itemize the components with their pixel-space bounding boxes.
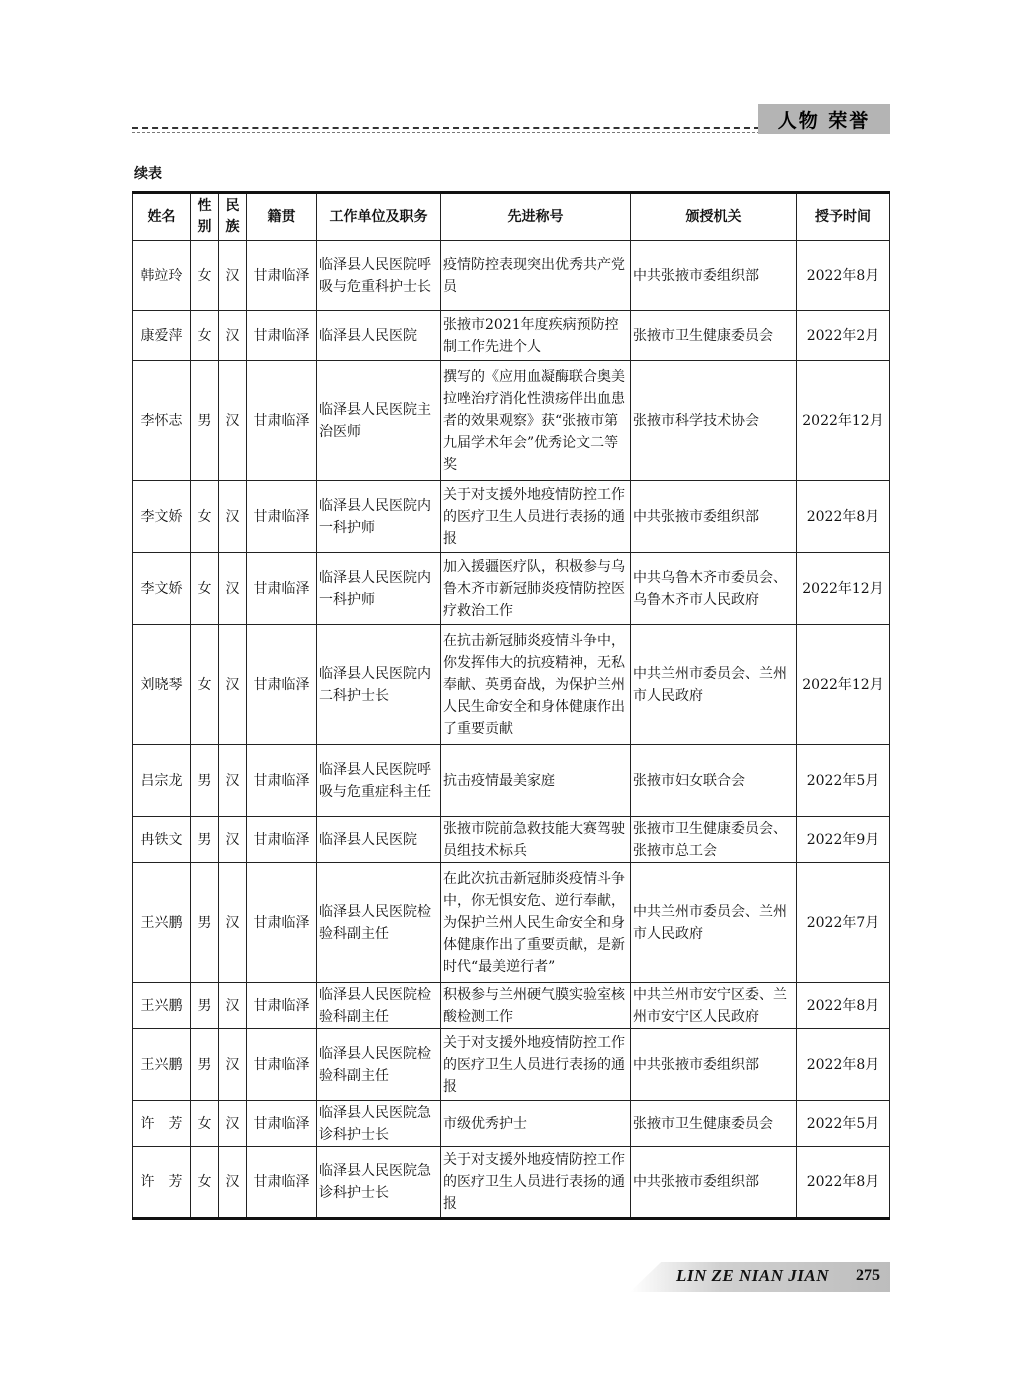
table-row [133, 983, 890, 1029]
cell-name: 李文娇 [133, 553, 191, 625]
cell-date: 2022年2月 [797, 311, 890, 361]
table-row [133, 863, 890, 983]
cell-origin: 甘肃临泽 [247, 745, 317, 817]
cell-title: 张掖市院前急救技能大赛驾驶员组技术标兵 [441, 817, 631, 863]
cell-unit: 临泽县人民医院呼吸与危重症科主任 [317, 745, 441, 817]
cell-gender: 女 [191, 625, 219, 745]
column-header-authority: 颁授机关 [631, 193, 797, 241]
column-header-unit: 工作单位及职务 [317, 193, 441, 241]
cell-authority: 中共张掖市委组织部 [631, 481, 797, 553]
cell-date: 2022年7月 [797, 863, 890, 983]
cell-gender: 女 [191, 1147, 219, 1219]
cell-name: 韩竝玲 [133, 241, 191, 311]
cell-authority: 张掖市卫生健康委员会 [631, 311, 797, 361]
cell-gender: 男 [191, 745, 219, 817]
cell-date: 2022年5月 [797, 745, 890, 817]
table-row [133, 481, 890, 553]
cell-title: 张掖市2021年度疾病预防控制工作先进个人 [441, 311, 631, 361]
cell-name: 王兴鹏 [133, 863, 191, 983]
column-header-date: 授予时间 [797, 193, 890, 241]
cell-unit: 临泽县人民医院内一科护师 [317, 481, 441, 553]
table-header-row [133, 193, 890, 241]
column-header-name: 姓名 [133, 193, 191, 241]
cell-authority: 张掖市卫生健康委员会 [631, 1101, 797, 1147]
cell-ethnicity: 汉 [219, 817, 247, 863]
table-row [133, 361, 890, 481]
cell-authority: 张掖市科学技术协会 [631, 361, 797, 481]
cell-name: 刘晓琴 [133, 625, 191, 745]
cell-authority: 中共张掖市委组织部 [631, 1147, 797, 1219]
cell-ethnicity: 汉 [219, 1029, 247, 1101]
cell-date: 2022年9月 [797, 817, 890, 863]
cell-origin: 甘肃临泽 [247, 817, 317, 863]
table-row [133, 1029, 890, 1101]
cell-origin: 甘肃临泽 [247, 1101, 317, 1147]
cell-gender: 女 [191, 241, 219, 311]
cell-name: 吕宗龙 [133, 745, 191, 817]
cell-ethnicity: 汉 [219, 481, 247, 553]
table-caption: 续表 [134, 166, 162, 182]
cell-gender: 男 [191, 817, 219, 863]
cell-origin: 甘肃临泽 [247, 1147, 317, 1219]
cell-unit: 临泽县人民医院检验科副主任 [317, 1029, 441, 1101]
section-title: 人物 荣誉 [758, 104, 890, 134]
table-row [133, 1101, 890, 1147]
cell-name: 许 芳 [133, 1101, 191, 1147]
cell-date: 2022年12月 [797, 553, 890, 625]
cell-date: 2022年8月 [797, 481, 890, 553]
cell-gender: 男 [191, 1029, 219, 1101]
cell-ethnicity: 汉 [219, 745, 247, 817]
cell-name: 冉铁文 [133, 817, 191, 863]
cell-unit: 临泽县人民医院内二科护士长 [317, 625, 441, 745]
cell-title: 关于对支援外地疫情防控工作的医疗卫生人员进行表扬的通报 [441, 1029, 631, 1101]
table-row [133, 625, 890, 745]
table-row [133, 1147, 890, 1219]
cell-ethnicity: 汉 [219, 311, 247, 361]
honors-table [132, 191, 890, 1220]
cell-ethnicity: 汉 [219, 361, 247, 481]
cell-origin: 甘肃临泽 [247, 553, 317, 625]
cell-authority: 张掖市卫生健康委员会、张掖市总工会 [631, 817, 797, 863]
column-header-title: 先进称号 [441, 193, 631, 241]
cell-authority: 中共兰州市委员会、兰州市人民政府 [631, 863, 797, 983]
cell-ethnicity: 汉 [219, 863, 247, 983]
table-row [133, 745, 890, 817]
cell-origin: 甘肃临泽 [247, 241, 317, 311]
cell-unit: 临泽县人民医院主治医师 [317, 361, 441, 481]
cell-authority: 中共张掖市委组织部 [631, 241, 797, 311]
cell-authority: 中共张掖市委组织部 [631, 1029, 797, 1101]
cell-title: 抗击疫情最美家庭 [441, 745, 631, 817]
cell-origin: 甘肃临泽 [247, 361, 317, 481]
cell-ethnicity: 汉 [219, 625, 247, 745]
cell-authority: 中共乌鲁木齐市委员会、乌鲁木齐市人民政府 [631, 553, 797, 625]
cell-unit: 临泽县人民医院内一科护师 [317, 553, 441, 625]
cell-authority: 中共兰州市安宁区委、兰州市安宁区人民政府 [631, 983, 797, 1029]
cell-ethnicity: 汉 [219, 1101, 247, 1147]
cell-origin: 甘肃临泽 [247, 481, 317, 553]
column-header-origin: 籍贯 [247, 193, 317, 241]
cell-date: 2022年5月 [797, 1101, 890, 1147]
cell-title: 关于对支援外地疫情防控工作的医疗卫生人员进行表扬的通报 [441, 1147, 631, 1219]
cell-date: 2022年12月 [797, 361, 890, 481]
cell-name: 王兴鹏 [133, 983, 191, 1029]
cell-date: 2022年8月 [797, 983, 890, 1029]
cell-unit: 临泽县人民医院急诊科护士长 [317, 1101, 441, 1147]
cell-gender: 男 [191, 863, 219, 983]
table-row [133, 553, 890, 625]
cell-gender: 女 [191, 1101, 219, 1147]
cell-ethnicity: 汉 [219, 553, 247, 625]
cell-unit: 临泽县人民医院检验科副主任 [317, 983, 441, 1029]
table-row [133, 241, 890, 311]
cell-title: 积极参与兰州硬气膜实验室核酸检测工作 [441, 983, 631, 1029]
cell-gender: 男 [191, 361, 219, 481]
cell-origin: 甘肃临泽 [247, 1029, 317, 1101]
cell-unit: 临泽县人民医院 [317, 817, 441, 863]
cell-origin: 甘肃临泽 [247, 983, 317, 1029]
cell-gender: 女 [191, 311, 219, 361]
cell-date: 2022年8月 [797, 1029, 890, 1101]
cell-origin: 甘肃临泽 [247, 625, 317, 745]
cell-origin: 甘肃临泽 [247, 311, 317, 361]
cell-name: 李文娇 [133, 481, 191, 553]
cell-gender: 男 [191, 983, 219, 1029]
table-body [133, 241, 890, 1219]
cell-ethnicity: 汉 [219, 1147, 247, 1219]
cell-unit: 临泽县人民医院呼吸与危重科护士长 [317, 241, 441, 311]
cell-authority: 张掖市妇女联合会 [631, 745, 797, 817]
cell-unit: 临泽县人民医院检验科副主任 [317, 863, 441, 983]
column-header-gender: 性别 [191, 193, 219, 241]
cell-title: 关于对支援外地疫情防控工作的医疗卫生人员进行表扬的通报 [441, 481, 631, 553]
cell-ethnicity: 汉 [219, 241, 247, 311]
cell-title: 加入援疆医疗队，积极参与乌鲁木齐市新冠肺炎疫情防控医疗救治工作 [441, 553, 631, 625]
cell-name: 许 芳 [133, 1147, 191, 1219]
cell-title: 在此次抗击新冠肺炎疫情斗争中，你无惧安危、逆行奉献，为保护兰州人民生命安全和身体健康作出了重要贡献，是新时代“最美逆行者” [441, 863, 631, 983]
cell-origin: 甘肃临泽 [247, 863, 317, 983]
cell-date: 2022年12月 [797, 625, 890, 745]
journal-name: LIN ZE NIAN JIAN [676, 1266, 829, 1285]
column-header-ethnicity: 民族 [219, 193, 247, 241]
cell-name: 康爱萍 [133, 311, 191, 361]
cell-authority: 中共兰州市委员会、兰州市人民政府 [631, 625, 797, 745]
cell-gender: 女 [191, 553, 219, 625]
table-row [133, 311, 890, 361]
table-row [133, 817, 890, 863]
page-number: 275 [856, 1267, 880, 1284]
cell-name: 王兴鹏 [133, 1029, 191, 1101]
cell-ethnicity: 汉 [219, 983, 247, 1029]
cell-unit: 临泽县人民医院 [317, 311, 441, 361]
cell-date: 2022年8月 [797, 1147, 890, 1219]
cell-gender: 女 [191, 481, 219, 553]
cell-date: 2022年8月 [797, 241, 890, 311]
cell-title: 市级优秀护士 [441, 1101, 631, 1147]
cell-title: 撰写的《应用血凝酶联合奥美拉唑治疗消化性溃疡伴出血患者的效果观察》获“张掖市第九届学术年会”优秀论文二等奖 [441, 361, 631, 481]
cell-name: 李怀志 [133, 361, 191, 481]
cell-title: 疫情防控表现突出优秀共产党员 [441, 241, 631, 311]
header-dashed-rule [132, 127, 760, 133]
cell-unit: 临泽县人民医院急诊科护士长 [317, 1147, 441, 1219]
cell-title: 在抗击新冠肺炎疫情斗争中，你发挥伟大的抗疫精神，无私奉献、英勇奋战，为保护兰州人民生命安全和身体健康作出了重要贡献 [441, 625, 631, 745]
